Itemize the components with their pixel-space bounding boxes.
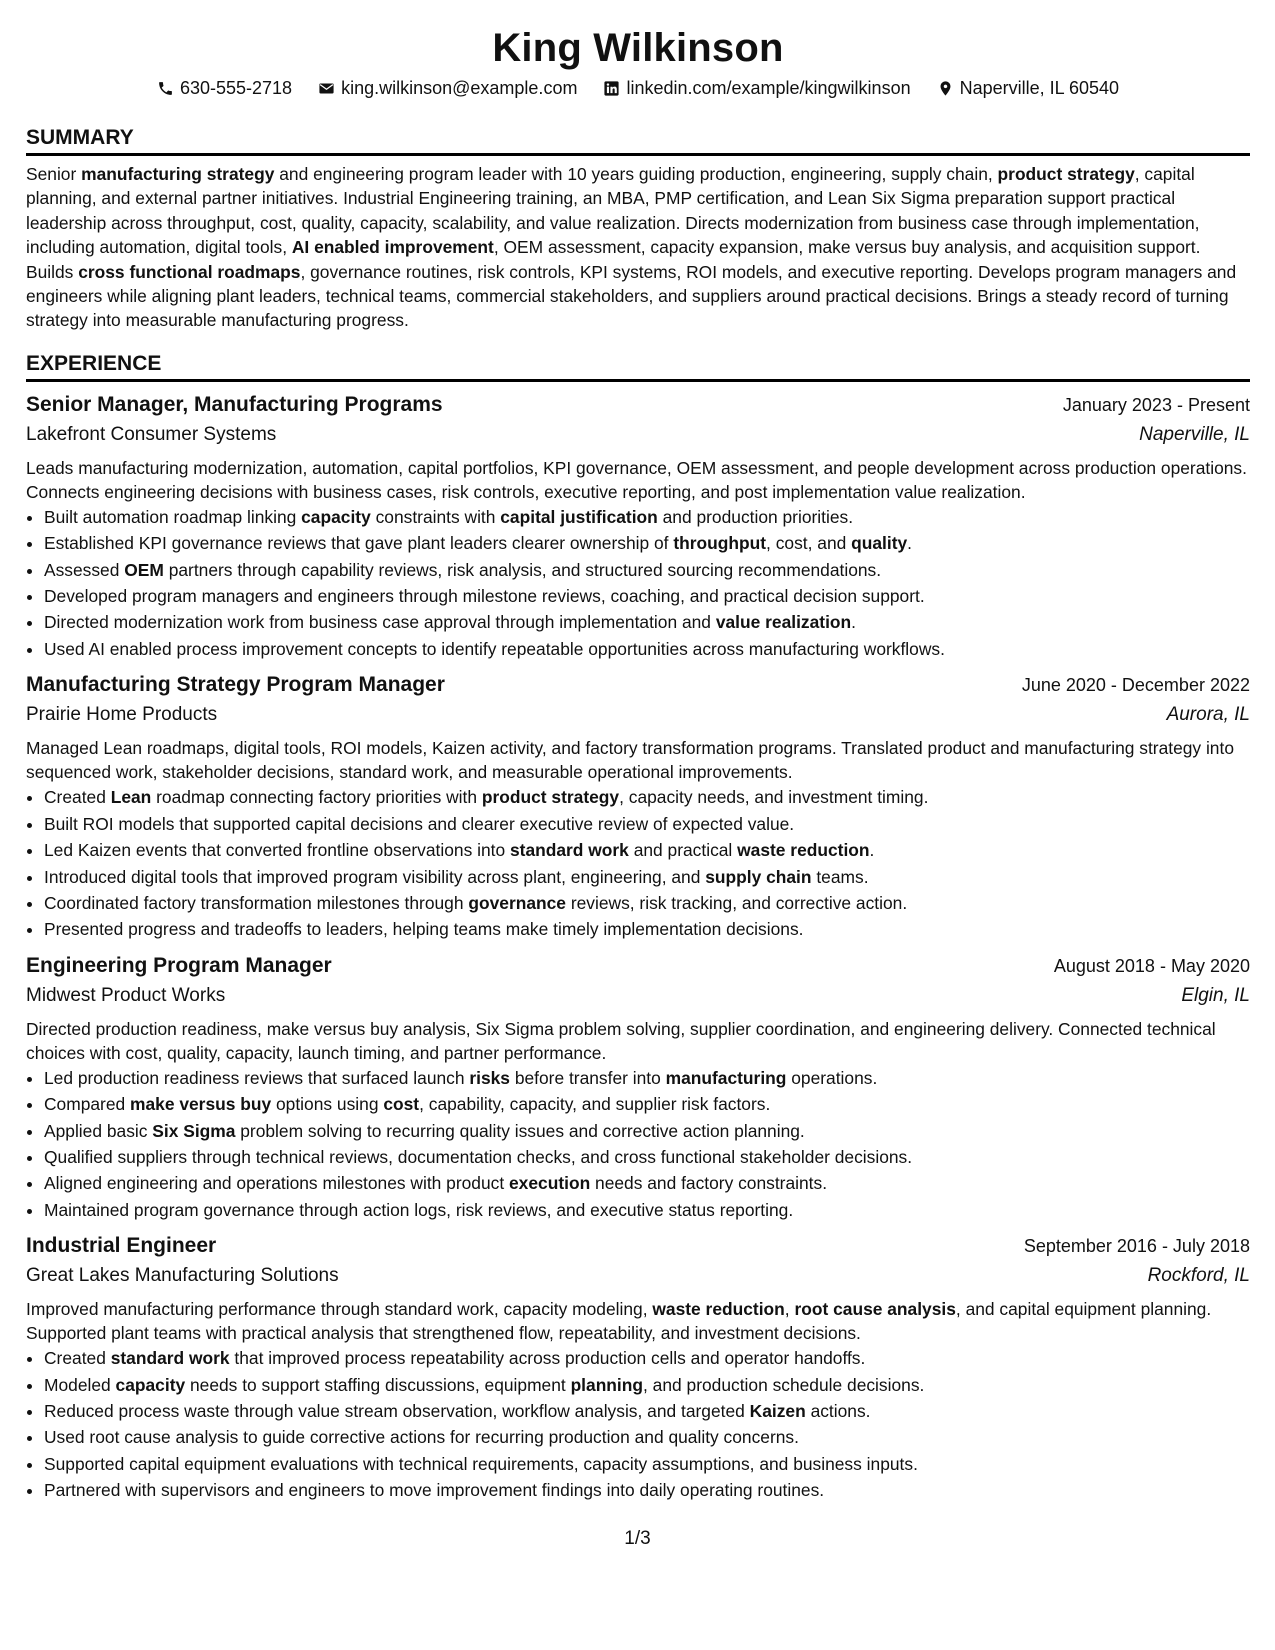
text-run: needs to support staffing discussions, equipment <box>185 1374 571 1395</box>
job-entry <box>26 951 1250 1223</box>
text-run: that improved process repeatability across production cells and operator handoffs. <box>229 1348 866 1369</box>
list-item <box>44 784 1250 810</box>
job-location: Rockford, IL <box>1147 1265 1250 1287</box>
list-item <box>44 1398 1250 1424</box>
text-run: problem solving to recurring quality issues and corrective action planning. <box>235 1120 805 1141</box>
text-run: , OEM assessment, capacity expansion, make versus buy analysis, and acquisition support. Builds <box>26 237 1201 282</box>
text-run: , and production schedule decisions. <box>643 1374 925 1395</box>
job-location: Aurora, IL <box>1166 704 1250 726</box>
bold-keyword: governance <box>468 892 566 913</box>
bold-keyword: waste reduction <box>652 1299 785 1320</box>
text-run: , governance routines, risk controls, KPI systems, ROI models, and executive reporting. Develops program managers and engineers while aligning plant leaders, technical teams, commercial stakeholders, and suppliers around practical decisions. Brings a steady record of turning strategy into measurable manufacturing progress. <box>26 261 1237 331</box>
email-address[interactable]: king.wilkinson@example.com <box>341 78 578 98</box>
job-bullets <box>26 504 1250 662</box>
bold-keyword: capital justification <box>500 506 658 527</box>
bold-keyword: make versus buy <box>130 1094 272 1115</box>
job-company: Great Lakes Manufacturing Solutions <box>26 1265 339 1287</box>
text-run: Created <box>44 787 111 808</box>
candidate-name: King Wilkinson <box>492 26 784 70</box>
text-run: Used root cause analysis to guide corrective actions for recurring production and quality concerns. <box>44 1427 799 1448</box>
bold-keyword: planning <box>570 1374 644 1395</box>
text-run: and engineering program leader with 10 years guiding production, engineering, supply chain, <box>274 164 998 184</box>
job-bullets <box>26 1065 1250 1223</box>
contact-phone <box>157 78 292 99</box>
bold-keyword: Six Sigma <box>152 1120 236 1141</box>
text-run: Used AI enabled process improvement concepts to identify repeatable opportunities across manufacturing workflows. <box>44 638 945 659</box>
experience-list <box>26 390 1250 1504</box>
list-item <box>44 890 1250 916</box>
text-run: and practical <box>628 840 738 861</box>
text-run: Senior <box>26 164 82 184</box>
text-run: needs and factory constraints. <box>590 1173 828 1194</box>
text-run: teams. <box>811 866 869 887</box>
job-title: Industrial Engineer <box>26 1234 217 1258</box>
text-run: Led production readiness reviews that surfaced launch <box>44 1067 470 1088</box>
text-run: , and capital equipment planning. Supported plant teams with practical analysis that strengthened flow, repeatability, and investment decisions. <box>26 1299 1212 1344</box>
bold-keyword: cross functional roadmaps <box>78 261 301 282</box>
bold-keyword: waste reduction <box>737 840 870 861</box>
job-company: Midwest Product Works <box>26 984 226 1006</box>
text-run: Managed Lean roadmaps, digital tools, ROI models, Kaizen activity, and factory transformation programs. Translated product and manufacturing strategy into sequenced work, stakeholder decisions, standard work, and measurable operational improvements. <box>26 738 1234 783</box>
list-item <box>44 1345 1250 1371</box>
job-bullets <box>26 784 1250 942</box>
list-item <box>44 1118 1250 1144</box>
job-dates: August 2018 - May 2020 <box>1053 955 1250 976</box>
job-header <box>26 951 1250 981</box>
text-run: Established KPI governance reviews that gave plant leaders clearer ownership of <box>44 533 674 554</box>
job-bullets <box>26 1345 1250 1503</box>
text-run: partners through capability reviews, risk analysis, and structured sourcing recommendations. <box>163 559 882 580</box>
job-company: Prairie Home Products <box>26 704 218 726</box>
resume-page <box>26 0 1250 1504</box>
bold-keyword: manufacturing strategy <box>81 164 275 184</box>
map-pin-icon <box>937 80 954 97</box>
job-title: Engineering Program Manager <box>26 953 332 977</box>
text-run: Supported capital equipment evaluations with technical requirements, capacity assumptions, and business inputs. <box>44 1453 918 1474</box>
text-run: operations. <box>786 1067 878 1088</box>
text-run: constraints with <box>370 506 501 527</box>
text-run: Built ROI models that supported capital decisions and clearer executive review of expected value. <box>44 813 795 834</box>
bold-keyword: throughput <box>673 533 767 554</box>
text-run: Introduced digital tools that improved program visibility across plant, engineering, and <box>44 866 706 887</box>
bold-keyword: manufacturing <box>665 1067 787 1088</box>
list-item <box>44 1372 1250 1398</box>
text-run: Assessed <box>44 559 125 580</box>
job-subheader <box>26 1261 1250 1291</box>
bold-keyword: cost <box>383 1094 420 1115</box>
bold-keyword: Lean <box>110 787 152 808</box>
list-item <box>44 1144 1250 1170</box>
bold-keyword: standard work <box>509 840 629 861</box>
contact-location <box>937 78 1119 99</box>
job-title: Senior Manager, Manufacturing Programs <box>26 392 443 416</box>
job-header <box>26 670 1250 700</box>
list-item <box>44 1451 1250 1477</box>
job-description <box>26 1017 1250 1065</box>
job-subheader <box>26 700 1250 730</box>
summary-paragraph <box>26 162 1250 333</box>
bold-keyword: Kaizen <box>749 1400 806 1421</box>
list-item <box>44 1197 1250 1223</box>
text-run: . <box>869 840 875 861</box>
phone-icon <box>157 80 174 97</box>
text-run: Maintained program governance through action logs, risk reviews, and executive status reporting. <box>44 1199 794 1220</box>
job-subheader <box>26 420 1250 450</box>
text-run: roadmap connecting factory priorities with <box>151 787 482 808</box>
text-run: Reduced process waste through value stream observation, workflow analysis, and targeted <box>44 1400 750 1421</box>
bold-keyword: standard work <box>110 1348 230 1369</box>
text-run: Qualified suppliers through technical reviews, documentation checks, and cross functional stakeholder decisions. <box>44 1146 913 1167</box>
list-item <box>44 583 1250 609</box>
text-run: Partnered with supervisors and engineers to move improvement findings into daily operating routines. <box>44 1480 825 1501</box>
list-item <box>44 530 1250 556</box>
bold-keyword: OEM <box>124 559 164 580</box>
bold-keyword: capacity <box>301 506 371 527</box>
text-run: Built automation roadmap linking <box>44 506 302 527</box>
bold-keyword: execution <box>509 1173 591 1194</box>
bold-keyword: product strategy <box>997 164 1135 184</box>
phone-number: 630-555-2718 <box>179 78 293 98</box>
job-dates: January 2023 - Present <box>1062 394 1250 415</box>
text-run: reviews, risk tracking, and corrective action. <box>565 892 908 913</box>
text-run: . <box>907 533 913 554</box>
job-header <box>26 390 1250 420</box>
bold-keyword: supply chain <box>705 866 812 887</box>
text-run: , <box>784 1299 795 1320</box>
job-location: Elgin, IL <box>1181 984 1250 1006</box>
bold-keyword: capacity <box>115 1374 186 1395</box>
text-run: Created <box>44 1348 111 1369</box>
job-title: Manufacturing Strategy Program Manager <box>26 673 445 697</box>
page-number: 1/3 <box>624 1528 651 1549</box>
job-entry <box>26 1231 1250 1503</box>
list-item <box>44 1091 1250 1117</box>
text-run: Compared <box>44 1094 131 1115</box>
text-run: , capacity needs, and investment timing. <box>619 787 929 808</box>
text-run: Coordinated factory transformation milestones through <box>44 892 469 913</box>
job-header <box>26 1231 1250 1261</box>
list-item <box>44 864 1250 890</box>
contact-bar <box>26 78 1250 99</box>
location-text: Naperville, IL 60540 <box>959 78 1120 98</box>
text-run: and production priorities. <box>657 506 854 527</box>
bold-keyword: value realization <box>715 612 852 633</box>
text-run: before transfer into <box>509 1067 666 1088</box>
text-run: Applied basic <box>44 1120 153 1141</box>
job-company: Lakefront Consumer Systems <box>26 423 277 445</box>
envelope-icon <box>318 80 335 97</box>
bold-keyword: product strategy <box>481 787 620 808</box>
bold-keyword: quality <box>851 533 908 554</box>
job-description <box>26 456 1250 504</box>
text-run: . <box>851 612 856 633</box>
text-run: Improved manufacturing performance through standard work, capacity modeling, <box>26 1299 653 1320</box>
list-item <box>44 609 1250 635</box>
text-run: Developed program managers and engineers through milestone reviews, coaching, and practical decision support. <box>44 586 925 607</box>
text-run: Modeled <box>44 1374 116 1395</box>
list-item <box>44 1065 1250 1091</box>
list-item <box>44 636 1250 662</box>
list-item <box>44 557 1250 583</box>
linkedin-url[interactable]: linkedin.com/example/kingwilkinson <box>626 78 911 98</box>
text-run: , capability, capacity, and supplier risk factors. <box>419 1094 771 1115</box>
job-subheader <box>26 981 1250 1011</box>
job-entry <box>26 390 1250 662</box>
text-run: , capital planning, and external partner initiatives. Industrial Engineering training, an MBA, PMP certification, and Lean Six Sigma preparation support practical leadership across throughput, cost, quality, capacity, scalability, and value realization. Directs modernization from business case through implementation, including automation, digital tools, <box>26 164 1200 258</box>
job-dates: September 2016 - July 2018 <box>1023 1236 1250 1257</box>
job-description <box>26 736 1250 784</box>
text-run: Directed modernization work from business case approval through implementation and <box>44 612 716 633</box>
job-location: Naperville, IL <box>1139 423 1250 445</box>
list-item <box>44 916 1250 942</box>
text-run: Led Kaizen events that converted frontline observations into <box>44 840 510 861</box>
bold-keyword: AI enabled improvement <box>291 237 494 258</box>
job-entry <box>26 670 1250 942</box>
contact-email[interactable] <box>318 78 577 99</box>
text-run: , cost, and <box>766 533 852 554</box>
bold-keyword: risks <box>469 1067 510 1088</box>
list-item <box>44 1477 1250 1503</box>
text-run: Presented progress and tradeoffs to leaders, helping teams make timely implementation decisions. <box>44 919 804 940</box>
summary-heading: SUMMARY <box>26 125 1250 156</box>
list-item <box>44 504 1250 530</box>
text-run: Directed production readiness, make versus buy analysis, Six Sigma problem solving, supplier coordination, and engineering delivery. Connected technical choices with cost, quality, capacity, launch timing, and partner performance. <box>26 1018 1216 1063</box>
list-item <box>44 1170 1250 1196</box>
list-item <box>44 1424 1250 1450</box>
bold-keyword: root cause analysis <box>794 1299 956 1320</box>
job-dates: June 2020 - December 2022 <box>1021 675 1250 696</box>
contact-linkedin[interactable] <box>603 78 910 99</box>
experience-heading: EXPERIENCE <box>26 351 1250 382</box>
list-item <box>44 837 1250 863</box>
text-run: Leads manufacturing modernization, automation, capital portfolios, KPI governance, OEM assessment, and people development across production operations. Connects engineering decisions with business cases, risk controls, executive reporting, and post implementation value realization. <box>26 457 1247 502</box>
job-description <box>26 1297 1250 1345</box>
text-run: options using <box>271 1094 384 1115</box>
list-item <box>44 811 1250 837</box>
text-run: actions. <box>805 1400 871 1421</box>
text-run: Aligned engineering and operations milestones with product <box>44 1173 510 1194</box>
linkedin-icon <box>603 80 620 97</box>
